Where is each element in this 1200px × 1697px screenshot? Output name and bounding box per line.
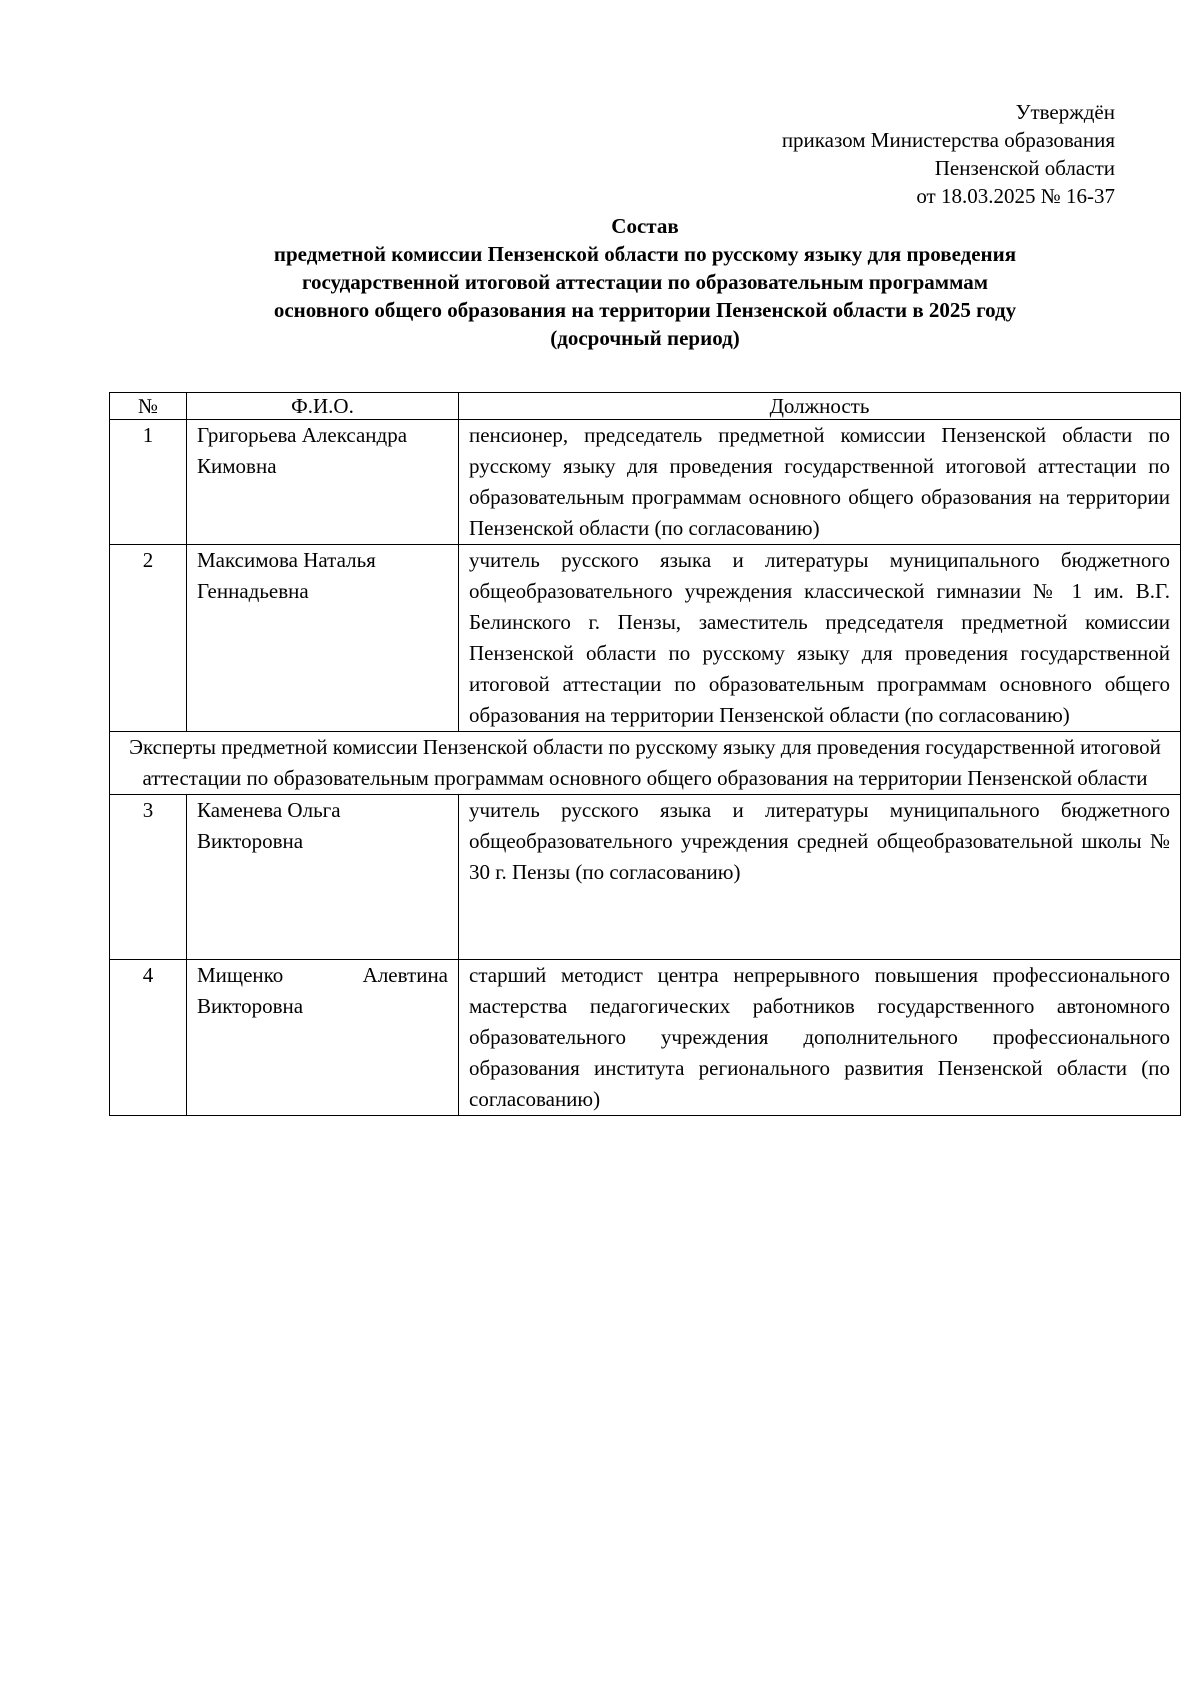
section-heading-row — [110, 732, 1181, 795]
row-number: 4 — [110, 960, 187, 1116]
approval-line-date: от 18.03.2025 № 16-37 — [916, 184, 1115, 208]
row-number: 2 — [110, 545, 187, 732]
row-position: старший методист центра непрерывного повышения профессионального мастерства педагогических работников государственного автономного образовательного учреждения дополнительного профессионального образования института регионального развития Пензенской области (по согласованию) — [459, 960, 1181, 1116]
document-title — [110, 212, 1180, 352]
table-row — [110, 420, 1181, 545]
row-number: 1 — [110, 420, 187, 545]
row-full-name: Мищенко Алевтина Викторовна — [187, 960, 459, 1116]
row-position: пенсионер, председатель предметной комиссии Пензенской области по русскому языку для проведения государственной итоговой аттестации по образовательным программам основного общего образования на территории Пензенской области (по согласованию) — [459, 420, 1181, 545]
row-position: учитель русского языка и литературы муниципального бюджетного общеобразовательного учреждения классической гимназии № 1 им. В.Г. Белинского г. Пензы, заместитель председателя предметной комиссии Пензенской области по русскому языку для проведения государственной итоговой аттестации по образовательным программам основного общего образования на территории Пензенской области (по согласованию) — [459, 545, 1181, 732]
table-header-row — [110, 393, 1181, 420]
title-line-3: государственной итоговой аттестации по образовательным программам — [301, 270, 989, 294]
approval-line-approved: Утверждён — [1015, 100, 1115, 124]
title-line-2: предметной комиссии Пензенской области по русскому языку для проведения — [273, 242, 1017, 266]
table-row — [110, 795, 1181, 960]
row-full-name: Максимова Наталья Геннадьевна — [187, 545, 459, 732]
approval-line-region: Пензенской области — [934, 156, 1115, 180]
row-full-name: Григорьева Александра Кимовна — [187, 420, 459, 545]
header-position: Должность — [459, 393, 1181, 420]
table-row — [110, 960, 1181, 1116]
row-position: учитель русского языка и литературы муниципального бюджетного общеобразовательного учреждения средней общеобразовательной школы № 30 г. Пензы (по согласованию) — [459, 795, 1181, 960]
row-full-name: Каменева Ольга Викторовна — [187, 795, 459, 960]
header-full-name: Ф.И.О. — [187, 393, 459, 420]
approval-line-order: приказом Министерства образования — [781, 128, 1115, 152]
commission-table — [109, 392, 1181, 1116]
title-line-5: (досрочный период) — [550, 326, 740, 350]
table-row — [110, 545, 1181, 732]
approval-stamp — [515, 98, 1115, 210]
title-line-4: основного общего образования на территории Пензенской области в 2025 году — [273, 298, 1017, 322]
title-line-1: Состав — [611, 214, 679, 238]
experts-section-heading: Эксперты предметной комиссии Пензенской области по русскому языку для проведения государственной итоговой аттестации по образовательным программам основного общего образования на территории Пензенской области — [110, 732, 1181, 795]
header-number: № — [110, 393, 187, 420]
row-number: 3 — [110, 795, 187, 960]
